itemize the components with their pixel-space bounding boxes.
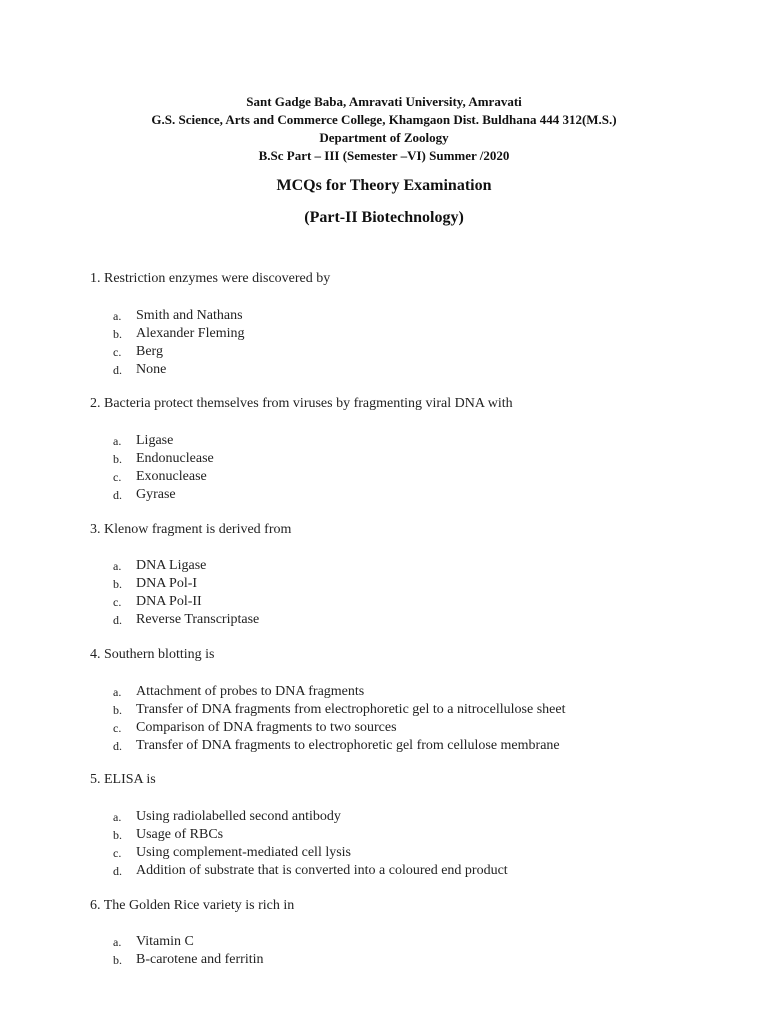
option-letter: b. [113, 953, 122, 967]
course-info: B.Sc Part – III (Semester –VI) Summer /2020 [258, 148, 510, 163]
option-letter: d. [113, 488, 122, 502]
option [113, 611, 259, 629]
question-3-options [113, 557, 259, 629]
option-text: Reverse Transcriptase [136, 612, 260, 627]
option-text: Addition of substrate that is converted into a coloured end product [136, 863, 508, 878]
option-text: Endonuclease [136, 451, 214, 466]
option [113, 683, 565, 701]
option-letter: d. [113, 739, 122, 753]
option [113, 933, 264, 951]
option [113, 826, 508, 844]
department-name: Department of Zoology [319, 130, 449, 145]
option-text: Transfer of DNA fragments from electrophoretic gel to a nitrocellulose sheet [136, 702, 566, 717]
option-letter: a. [113, 559, 122, 573]
option-letter: b. [113, 703, 122, 717]
option-letter: b. [113, 828, 122, 842]
option [113, 325, 244, 343]
option-text: Attachment of probes to DNA fragments [136, 684, 365, 699]
option-letter: a. [113, 309, 122, 323]
college-name: G.S. Science, Arts and Commerce College, Khamgaon Dist. Buldhana 444 312(M.S.) [151, 112, 617, 127]
question-6: 6. The Golden Rice variety is rich in [90, 898, 295, 913]
question-1-options [113, 307, 244, 379]
option-text: Smith and Nathans [136, 308, 243, 323]
option [113, 951, 264, 969]
option-letter: a. [113, 685, 122, 699]
option [113, 361, 244, 379]
question-5: 5. ELISA is [90, 772, 156, 787]
option [113, 343, 244, 361]
option [113, 737, 565, 755]
option-letter: d. [113, 363, 122, 377]
option-text: Usage of RBCs [136, 827, 224, 842]
option-letter: b. [113, 327, 122, 341]
option-text: DNA Ligase [136, 558, 207, 573]
option-text: Gyrase [136, 487, 176, 502]
question-4: 4. Southern blotting is [90, 647, 215, 662]
page-title: MCQs for Theory Examination [276, 177, 492, 194]
question-2-options [113, 432, 214, 504]
option-letter: c. [113, 595, 122, 609]
question-6-options [113, 933, 264, 969]
question-4-options [113, 683, 565, 755]
option [113, 719, 565, 737]
option-text: Comparison of DNA fragments to two sources [136, 720, 397, 735]
page-subtitle: (Part-II Biotechnology) [304, 209, 464, 226]
option-text: Alexander Fleming [136, 326, 245, 341]
option-text: Vitamin C [136, 934, 194, 949]
option-letter: c. [113, 345, 122, 359]
option-letter: a. [113, 935, 122, 949]
option [113, 862, 508, 880]
question-3: 3. Klenow fragment is derived from [90, 522, 292, 537]
option [113, 432, 214, 450]
option-letter: c. [113, 721, 122, 735]
option-text: Using complement-mediated cell lysis [136, 845, 352, 860]
option [113, 468, 214, 486]
option-letter: d. [113, 864, 122, 878]
option-text: Ligase [136, 433, 174, 448]
option-letter: a. [113, 810, 122, 824]
question-5-options [113, 808, 508, 880]
option-letter: a. [113, 434, 122, 448]
question-2: 2. Bacteria protect themselves from viruses by fragmenting viral DNA with [90, 396, 513, 411]
option-letter: d. [113, 613, 122, 627]
option-letter: c. [113, 470, 122, 484]
option-text: Transfer of DNA fragments to electrophoretic gel from cellulose membrane [136, 738, 560, 753]
question-1: 1. Restriction enzymes were discovered by [90, 271, 331, 286]
option [113, 575, 259, 593]
option-letter: b. [113, 452, 122, 466]
option-letter: c. [113, 846, 122, 860]
option-text: None [136, 362, 167, 377]
option-text: Berg [136, 344, 163, 359]
option-letter: b. [113, 577, 122, 591]
document-header [0, 93, 768, 165]
option-text: Using radiolabelled second antibody [136, 809, 341, 824]
option-text: Exonuclease [136, 469, 207, 484]
option-text: DNA Pol-I [136, 576, 198, 591]
option [113, 486, 214, 504]
option [113, 844, 508, 862]
option-text: B-carotene and ferritin [136, 952, 264, 967]
university-name: Sant Gadge Baba, Amravati University, Amravati [246, 94, 522, 109]
option [113, 307, 244, 325]
option-text: DNA Pol-II [136, 594, 202, 609]
option [113, 593, 259, 611]
option [113, 450, 214, 468]
option [113, 701, 565, 719]
option [113, 808, 508, 826]
option [113, 557, 259, 575]
